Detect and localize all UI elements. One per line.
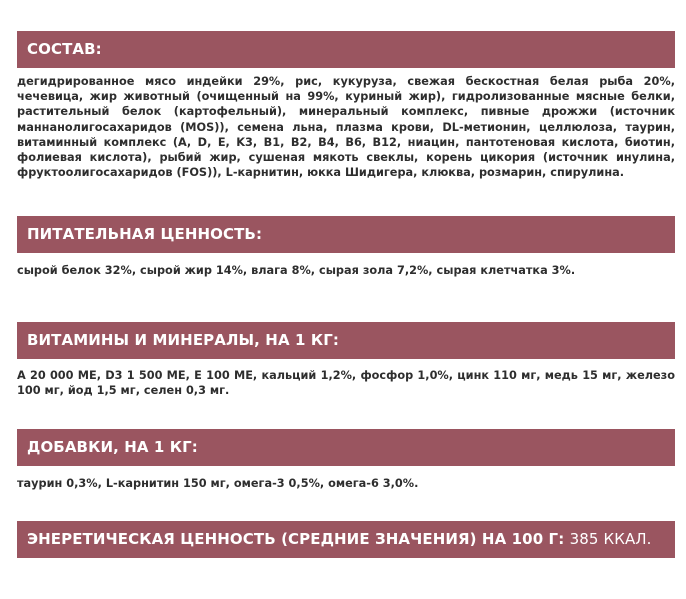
composition-heading <box>17 31 675 68</box>
energy-title: ЭНЕРЕТИЧЕСКАЯ ЦЕННОСТЬ (СРЕДНИЕ ЗНАЧЕНИЯ) НА 100 Г: <box>27 530 565 548</box>
composition-title: СОСТАВ: <box>27 40 102 58</box>
additives-heading <box>17 429 675 466</box>
vitamins-title: ВИТАМИНЫ И МИНЕРАЛЫ, НА 1 КГ: <box>27 331 339 349</box>
additives-title: ДОБАВКИ, НА 1 КГ: <box>27 438 198 456</box>
composition-text: дегидрированное мясо индейки 29%, рис, кукуруза, свежая бескостная белая рыба 20%, чечевица, жир животный (очищенный на 99%, куриный жир), гидролизованные мясные белки, растительный белок (картофельный), минеральный комплекс, пивные дрожжи (источник маннанолигосахаридов (MOS)), семена льна, плазма крови, DL-метионин, целлюлоза, таурин, витаминный комплекс (A, D, E, K3, B1, B2, B4, B6, B12, ниацин, пантотеновая кислота, биотин, фолиевая кислота), рыбий жир, сушеная мякоть свеклы, корень цикория (источник инулина, фруктоолигосахаридов (FOS)), L-карнитин, юкка Шидигера, клюква, розмарин, спирулина. <box>17 75 675 180</box>
energy-value: 385 ККАЛ. <box>569 530 652 548</box>
nutrition-heading <box>17 216 675 253</box>
vitamins-text: A 20 000 МЕ, D3 1 500 МЕ, E 100 МЕ, кальций 1,2%, фосфор 1,0%, цинк 110 мг, медь 15 мг, железо 100 мг, йод 1,5 мг, селен 0,3 мг. <box>17 369 675 398</box>
additives-text: таурин 0,3%, L-карнитин 150 мг, омега-3 0,5%, омега-6 3,0%. <box>17 477 419 490</box>
energy-heading <box>17 521 675 558</box>
nutrition-text: сырой белок 32%, сырой жир 14%, влага 8%, сырая зола 7,2%, сырая клетчатка 3%. <box>17 264 576 277</box>
vitamins-heading <box>17 322 675 359</box>
nutrition-title: ПИТАТЕЛЬНАЯ ЦЕННОСТЬ: <box>27 225 263 243</box>
